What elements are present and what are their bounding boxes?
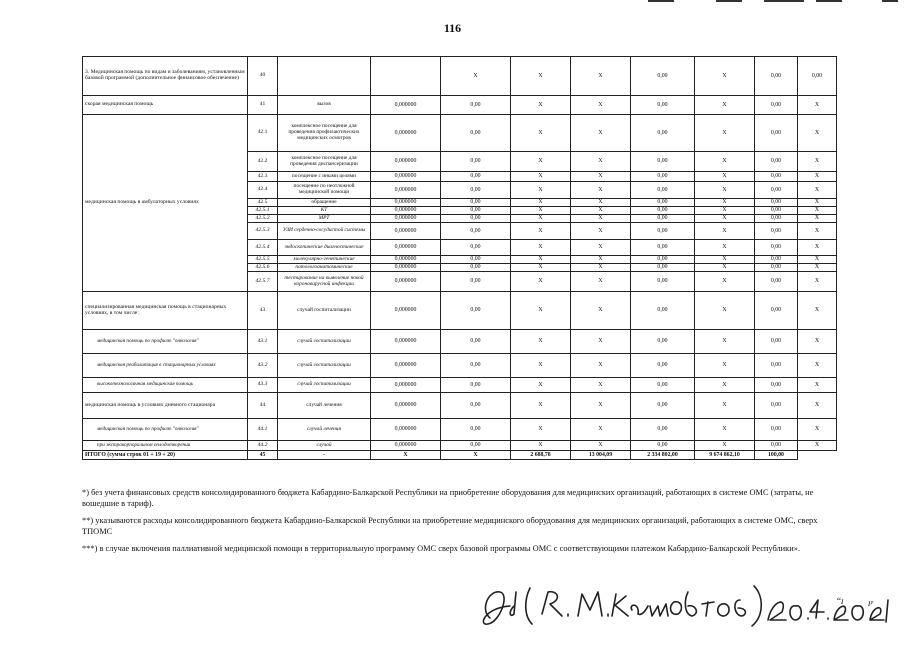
row-code: 42.5.2 bbox=[248, 215, 278, 223]
row-value: 0,000000 bbox=[371, 152, 441, 172]
row-value: 0,00 bbox=[755, 115, 798, 152]
row-value: X bbox=[511, 272, 571, 292]
row-value: X bbox=[798, 215, 837, 223]
row-value: 0,00 bbox=[441, 152, 511, 172]
table-row bbox=[83, 330, 837, 354]
row-value: X bbox=[798, 292, 837, 330]
row-value: X bbox=[571, 441, 631, 451]
row-value: X bbox=[798, 96, 837, 115]
table-row bbox=[83, 441, 837, 451]
total-value: 2 334 802,00 bbox=[631, 451, 695, 460]
row-value: 0,00 bbox=[441, 330, 511, 354]
row-unit: посещение по неотложной медицинской помощи bbox=[278, 182, 371, 199]
row-value: X bbox=[511, 240, 571, 256]
row-value: X bbox=[571, 215, 631, 223]
corner-mark-2: ɪᵖ bbox=[868, 598, 873, 608]
row-value: X bbox=[511, 441, 571, 451]
row-value: 0,00 bbox=[755, 256, 798, 264]
row-unit bbox=[278, 57, 371, 96]
row-value: 0,000000 bbox=[371, 292, 441, 330]
row-value: X bbox=[571, 240, 631, 256]
row-value: 0,000000 bbox=[371, 182, 441, 199]
row-value: X bbox=[695, 264, 755, 272]
row-value: X bbox=[571, 292, 631, 330]
row-value: 0,00 bbox=[755, 207, 798, 215]
row-value: X bbox=[798, 378, 837, 393]
row-code: 42.5 bbox=[248, 199, 278, 207]
row-value: 0,000000 bbox=[371, 378, 441, 393]
row-value: 0,00 bbox=[631, 256, 695, 264]
row-value: 0,00 bbox=[631, 57, 695, 96]
row-value: 0,00 bbox=[441, 419, 511, 441]
row-value: X bbox=[511, 378, 571, 393]
row-value: 0,000000 bbox=[371, 441, 441, 451]
row-unit: комплексное посещение для проведения диспансеризации bbox=[278, 152, 371, 172]
row-unit: случай лечения bbox=[278, 393, 371, 419]
row-value: X bbox=[511, 354, 571, 378]
row-value: X bbox=[511, 182, 571, 199]
row-code: 42.5.7 bbox=[248, 272, 278, 292]
row-value: 0,00 bbox=[755, 419, 798, 441]
row-value: X bbox=[511, 115, 571, 152]
row-value: X bbox=[571, 152, 631, 172]
row-value: X bbox=[511, 199, 571, 207]
top-rule-5 bbox=[882, 0, 898, 2]
row-value bbox=[371, 57, 441, 96]
top-rule-1 bbox=[648, 0, 674, 2]
table-row bbox=[83, 378, 837, 393]
row-value: 0,000000 bbox=[371, 115, 441, 152]
row-value: X bbox=[571, 378, 631, 393]
financing-table bbox=[82, 56, 837, 460]
row-code: 44.1 bbox=[248, 419, 278, 441]
row-value: X bbox=[511, 57, 571, 96]
row-label: медицинская помощь по профилю "онкология" bbox=[83, 330, 248, 354]
row-unit: комплексное посещение для проведения профилактических медицинских осмотров bbox=[278, 115, 371, 152]
row-value: 0,00 bbox=[755, 272, 798, 292]
row-value: 0,000000 bbox=[371, 264, 441, 272]
row-value: X bbox=[571, 272, 631, 292]
row-value: X bbox=[798, 223, 837, 240]
row-value: 0,000000 bbox=[371, 393, 441, 419]
row-value: X bbox=[798, 393, 837, 419]
row-label: медицинская помощь в условиях дневного стационара bbox=[83, 393, 248, 419]
row-value: 0,00 bbox=[631, 240, 695, 256]
row-value: X bbox=[695, 215, 755, 223]
row-value: X bbox=[695, 152, 755, 172]
row-code: 42.2 bbox=[248, 152, 278, 172]
total-value: X bbox=[371, 451, 441, 460]
row-value: X bbox=[695, 256, 755, 264]
table-row bbox=[83, 419, 837, 441]
row-code: 42.5.3 bbox=[248, 223, 278, 240]
table-row bbox=[83, 96, 837, 115]
footnote-3: ***) в случае включения паллиативной медицинской помощи в территориальную программу ОМС сверх базовой программы ОМС с соответствующими платежом Кабардино-Балкарской Республики». bbox=[82, 544, 800, 553]
row-value: X bbox=[511, 172, 571, 182]
row-value: X bbox=[571, 57, 631, 96]
row-value: X bbox=[798, 240, 837, 256]
row-value: X bbox=[695, 207, 755, 215]
row-value: 0,00 bbox=[631, 292, 695, 330]
page-number: 116 bbox=[443, 21, 462, 35]
row-label: высокотехнологичная медицинская помощь bbox=[83, 378, 248, 393]
row-value: X bbox=[571, 256, 631, 264]
row-value: 0,000000 bbox=[371, 172, 441, 182]
handwritten-signature bbox=[470, 570, 890, 645]
row-value: X bbox=[511, 96, 571, 115]
footnote-1: *) без учета финансовых средств консолидированного бюджета Кабардино-Балкарской Республики на приобретение оборудования для медицинских организаций, работающих в системе ОМС (затраты, не вошедшие в тариф). bbox=[82, 488, 814, 508]
row-value: 0,00 bbox=[631, 207, 695, 215]
row-value: 0,00 bbox=[631, 378, 695, 393]
corner-mark-1: ‘‘ɪ bbox=[836, 596, 844, 606]
row-unit: УЗИ сердечно-сосудистой системы bbox=[278, 223, 371, 240]
row-value: X bbox=[695, 240, 755, 256]
row-value: X bbox=[511, 264, 571, 272]
row-unit: случай госпитализации bbox=[278, 354, 371, 378]
row-value: 0,00 bbox=[755, 441, 798, 451]
row-value: X bbox=[571, 223, 631, 240]
row-value: X bbox=[695, 96, 755, 115]
row-value: 0,000000 bbox=[371, 199, 441, 207]
row-value: 0,00 bbox=[755, 330, 798, 354]
table-row bbox=[83, 354, 837, 378]
row-value: 0,00 bbox=[441, 115, 511, 152]
row-value: X bbox=[798, 441, 837, 451]
row-value: X bbox=[798, 256, 837, 264]
row-code: 42.3 bbox=[248, 172, 278, 182]
table-body bbox=[83, 57, 837, 460]
row-label: скорая медицинская помощь bbox=[83, 96, 248, 115]
row-value: 0,00 bbox=[631, 215, 695, 223]
row-value: X bbox=[695, 292, 755, 330]
total-label: ИТОГО (сумма строк 01 + 19 + 20) bbox=[83, 451, 248, 460]
row-value: 0,00 bbox=[755, 354, 798, 378]
row-value: 0,00 bbox=[441, 96, 511, 115]
row-value: 0,00 bbox=[441, 172, 511, 182]
row-value: 0,00 bbox=[755, 292, 798, 330]
row-value: 0,00 bbox=[755, 264, 798, 272]
row-value: 0,000000 bbox=[371, 240, 441, 256]
row-value: X bbox=[798, 419, 837, 441]
row-value: X bbox=[571, 264, 631, 272]
row-value: X bbox=[695, 182, 755, 199]
row-label-ambulatory: медицинская помощь в амбулаторных условиях bbox=[83, 115, 248, 292]
row-unit: КТ bbox=[278, 207, 371, 215]
row-value: 0,00 bbox=[441, 292, 511, 330]
row-value: 0,00 bbox=[798, 57, 837, 96]
table-row bbox=[83, 292, 837, 330]
row-value: 0,00 bbox=[441, 264, 511, 272]
row-label: специализированная медицинская помощь в стационарных условиях, в том числе: bbox=[83, 292, 248, 330]
row-value: 0,00 bbox=[631, 96, 695, 115]
row-value: 0,000000 bbox=[371, 354, 441, 378]
row-value: 0,00 bbox=[631, 182, 695, 199]
row-code: 41 bbox=[248, 96, 278, 115]
row-value: 0,00 bbox=[755, 182, 798, 199]
row-unit: МРТ bbox=[278, 215, 371, 223]
row-value: X bbox=[798, 172, 837, 182]
row-value: X bbox=[511, 223, 571, 240]
row-value: X bbox=[695, 199, 755, 207]
row-unit: случай госпитализации bbox=[278, 378, 371, 393]
row-code: 42.4 bbox=[248, 182, 278, 199]
row-value: 0,00 bbox=[631, 419, 695, 441]
row-value: 0,00 bbox=[755, 215, 798, 223]
row-value: X bbox=[695, 393, 755, 419]
row-code: 42.5.5 bbox=[248, 256, 278, 264]
row-value: 0,00 bbox=[631, 393, 695, 419]
row-value: 0,00 bbox=[631, 199, 695, 207]
top-rule-2 bbox=[716, 0, 742, 2]
row-value: 0,00 bbox=[441, 215, 511, 223]
row-value: 0,000000 bbox=[371, 215, 441, 223]
row-value: X bbox=[695, 272, 755, 292]
row-code: 43.2 bbox=[248, 354, 278, 378]
total-value: 100,00 bbox=[755, 451, 798, 460]
row-value: X bbox=[511, 393, 571, 419]
row-unit: случай bbox=[278, 441, 371, 451]
row-unit: случай госпитализации bbox=[278, 330, 371, 354]
row-value: X bbox=[695, 223, 755, 240]
row-value: X bbox=[571, 419, 631, 441]
table-row bbox=[83, 115, 837, 152]
row-unit: случай лечения bbox=[278, 419, 371, 441]
row-unit: молекулярно-генетические bbox=[278, 256, 371, 264]
row-code: 42.5.6 bbox=[248, 264, 278, 272]
signature-drawing bbox=[470, 570, 890, 640]
row-code: 43.1 bbox=[248, 330, 278, 354]
row-code: 42.5.1 bbox=[248, 207, 278, 215]
row-unit: обращение bbox=[278, 199, 371, 207]
total-value: 2 688,78 bbox=[511, 451, 571, 460]
row-value: X bbox=[571, 207, 631, 215]
row-code: 44 bbox=[248, 393, 278, 419]
row-value: X bbox=[571, 199, 631, 207]
row-value: 0,00 bbox=[631, 272, 695, 292]
row-label: 3. Медицинская помощь по видам и заболеваниям, установленным базовой программой (дополнительное финансовое обеспечение) bbox=[83, 57, 248, 96]
row-value: X bbox=[695, 330, 755, 354]
row-value: X bbox=[798, 330, 837, 354]
row-value: 0,00 bbox=[441, 240, 511, 256]
top-rule-3 bbox=[764, 0, 804, 2]
row-unit: эндоскопические диагностические bbox=[278, 240, 371, 256]
row-value: X bbox=[695, 441, 755, 451]
row-value: X bbox=[571, 393, 631, 419]
row-code: 42.5.4 bbox=[248, 240, 278, 256]
row-value: X bbox=[571, 172, 631, 182]
row-value: X bbox=[695, 354, 755, 378]
row-value: 0,00 bbox=[441, 223, 511, 240]
row-value: 0,00 bbox=[441, 441, 511, 451]
row-label: медицинская реабилитация в стационарных условиях bbox=[83, 354, 248, 378]
row-value: X bbox=[571, 182, 631, 199]
row-value: 0,00 bbox=[755, 199, 798, 207]
row-value: X bbox=[695, 419, 755, 441]
row-value: X bbox=[798, 115, 837, 152]
row-unit: тестирование на выявление новой коронавирусной инфекции bbox=[278, 272, 371, 292]
row-value: 0,00 bbox=[631, 223, 695, 240]
total-value: X bbox=[441, 451, 511, 460]
row-value: 0,000000 bbox=[371, 272, 441, 292]
row-value: 0,00 bbox=[755, 172, 798, 182]
total-code: 45 bbox=[248, 451, 278, 460]
row-value: 0,00 bbox=[441, 256, 511, 264]
row-value: 0,00 bbox=[755, 378, 798, 393]
row-value: 0,00 bbox=[631, 115, 695, 152]
row-value: X bbox=[798, 199, 837, 207]
row-value: 0,00 bbox=[441, 207, 511, 215]
row-value: 0,00 bbox=[755, 96, 798, 115]
total-unit: - bbox=[278, 451, 371, 460]
row-value: 0,00 bbox=[631, 441, 695, 451]
row-value: X bbox=[798, 152, 837, 172]
table-row bbox=[83, 57, 837, 96]
total-value: 9 674 862,10 bbox=[695, 451, 755, 460]
row-value: X bbox=[511, 256, 571, 264]
row-code: 42.1 bbox=[248, 115, 278, 152]
row-value: 0,00 bbox=[441, 199, 511, 207]
row-value: X bbox=[695, 115, 755, 152]
row-value: 0,00 bbox=[441, 182, 511, 199]
row-unit: патологоанатомические bbox=[278, 264, 371, 272]
row-value: 0,00 bbox=[441, 272, 511, 292]
row-value: 0,00 bbox=[755, 152, 798, 172]
row-label: медицинская помощь по профилю "онкология" bbox=[83, 419, 248, 441]
row-value: 0,00 bbox=[755, 223, 798, 240]
row-value: X bbox=[571, 96, 631, 115]
row-value: 0,000000 bbox=[371, 419, 441, 441]
row-value: 0,00 bbox=[441, 354, 511, 378]
row-value: 0,00 bbox=[631, 264, 695, 272]
row-value: 0,000000 bbox=[371, 256, 441, 264]
row-value: 0,00 bbox=[441, 393, 511, 419]
row-value: X bbox=[798, 354, 837, 378]
row-label: при экстракорпоральном оплодотворении bbox=[83, 441, 248, 451]
row-value: 0,00 bbox=[755, 393, 798, 419]
row-value: 0,00 bbox=[631, 152, 695, 172]
top-rule-4 bbox=[816, 0, 842, 2]
row-value: 0,000000 bbox=[371, 207, 441, 215]
row-unit: посещение с иными целями bbox=[278, 172, 371, 182]
row-value: X bbox=[441, 57, 511, 96]
row-value: X bbox=[798, 264, 837, 272]
total-row bbox=[83, 451, 837, 460]
row-value: 0,00 bbox=[631, 354, 695, 378]
row-value: 0,00 bbox=[631, 172, 695, 182]
row-value: X bbox=[511, 215, 571, 223]
row-value: 0,000000 bbox=[371, 223, 441, 240]
row-value: X bbox=[511, 152, 571, 172]
row-value: X bbox=[571, 330, 631, 354]
row-code: 43 bbox=[248, 292, 278, 330]
row-value: X bbox=[511, 207, 571, 215]
row-value: X bbox=[571, 115, 631, 152]
row-value: X bbox=[798, 182, 837, 199]
row-value: X bbox=[511, 292, 571, 330]
table-row bbox=[83, 393, 837, 419]
row-value: 0,00 bbox=[755, 57, 798, 96]
row-code: 44.2 bbox=[248, 441, 278, 451]
row-unit: вызов bbox=[278, 96, 371, 115]
row-value: 0,00 bbox=[441, 378, 511, 393]
footnote-2: **) указываются расходы консолидированного бюджета Кабардино-Балкарской Республики на приобретение медицинского оборудования для медицинских организаций, работающих в системе ОМС, сверх ТПОМС bbox=[82, 516, 818, 536]
row-value: X bbox=[695, 57, 755, 96]
row-value: X bbox=[798, 272, 837, 292]
row-code: 40 bbox=[248, 57, 278, 96]
row-value: X bbox=[798, 207, 837, 215]
row-value: X bbox=[695, 172, 755, 182]
row-value: X bbox=[511, 330, 571, 354]
total-value: 13 004,09 bbox=[571, 451, 631, 460]
row-value: X bbox=[511, 419, 571, 441]
row-code: 43.3 bbox=[248, 378, 278, 393]
row-unit: случай госпитализации bbox=[278, 292, 371, 330]
row-value: 0,00 bbox=[631, 330, 695, 354]
row-value: X bbox=[695, 378, 755, 393]
row-value: X bbox=[571, 354, 631, 378]
row-value: 0,000000 bbox=[371, 330, 441, 354]
row-value: 0,00 bbox=[755, 240, 798, 256]
row-value: 0,000000 bbox=[371, 96, 441, 115]
